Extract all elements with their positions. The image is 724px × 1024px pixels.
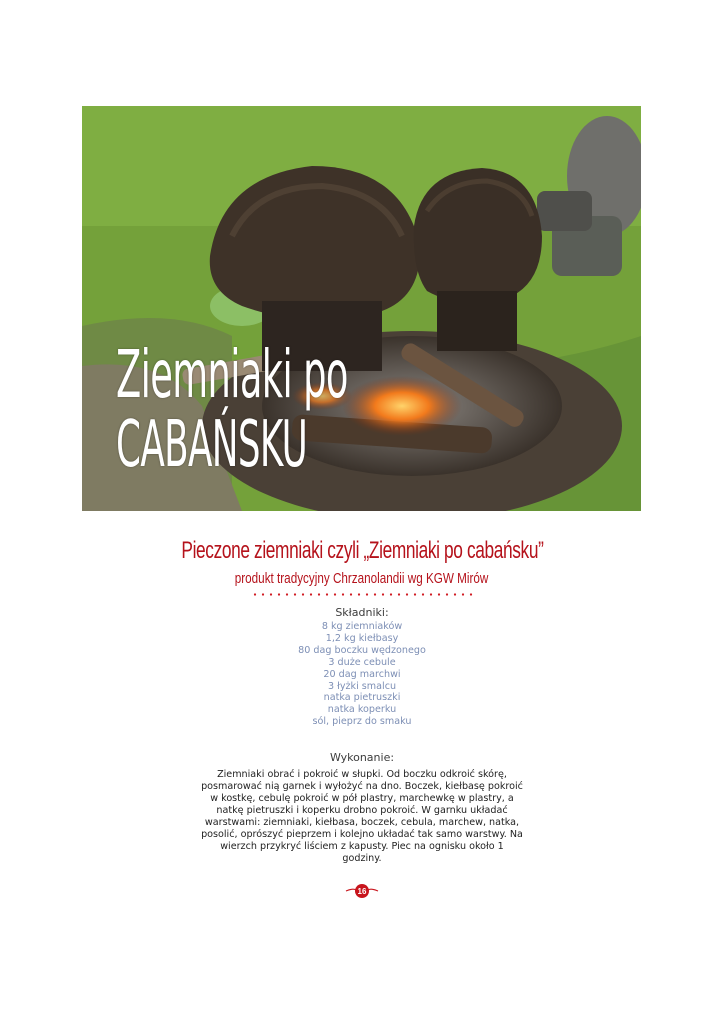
hero-title-line1: Ziemniaki po [116, 336, 348, 413]
hero-title-line2: CABAŃSKU [116, 408, 308, 482]
ingredient-item: 20 dag marchwi [323, 668, 401, 680]
page-number-badge [345, 882, 379, 900]
recipe-tagline-text: produkt tradycyjny Chrzanolandii wg KGW Mirów [235, 570, 489, 587]
page-ornament-icon [345, 882, 379, 900]
ingredient-item: natka koperku [327, 704, 397, 716]
ingredients-heading: Składniki: [335, 606, 389, 619]
page-number: 16 [357, 887, 367, 896]
ingredient-item: 80 dag boczku wędzonego [298, 644, 426, 656]
ingredient-item: 3 łyżki smalcu [327, 680, 397, 692]
ingredient-item: 3 duże cebule [328, 656, 396, 668]
method-heading: Wykonanie: [329, 751, 395, 764]
ingredient-item: sól, pieprz do smaku [312, 716, 412, 728]
hero-title [116, 336, 348, 482]
recipe-subtitle [0, 537, 724, 565]
ingredient-item: 1,2 kg kiełbasy [325, 632, 399, 644]
method-text: Ziemniaki obrać i pokroić w słupki. Od boczku odkroić skórę, posmarować nią garnek i wyłożyć na dno. Boczek, kiełbasę pokroić w kostkę, cebulę pokroić w pół plastry, marchewkę w plastry, a natkę pietruszki i koperku drobno pokroić. W garnku układać warstwami: ziemniaki, kiełbasa, boczek, cebula, marchew, natka, posolić, oprószyć pieprzem i kolejno układać tak samo warstwy. Na wierzch przykryć liściem z kapusty. Piec na ognisku około 1 godziny. [201, 769, 523, 864]
recipe-tagline [0, 570, 724, 587]
ingredients-list [0, 621, 724, 728]
recipe-subtitle-text: Pieczone ziemniaki czyli „Ziemniaki po cabańsku” [180, 537, 544, 564]
dotted-divider [251, 593, 475, 596]
ingredient-item: natka pietruszki [323, 692, 401, 704]
ingredient-item: 8 kg ziemniaków [321, 621, 403, 632]
